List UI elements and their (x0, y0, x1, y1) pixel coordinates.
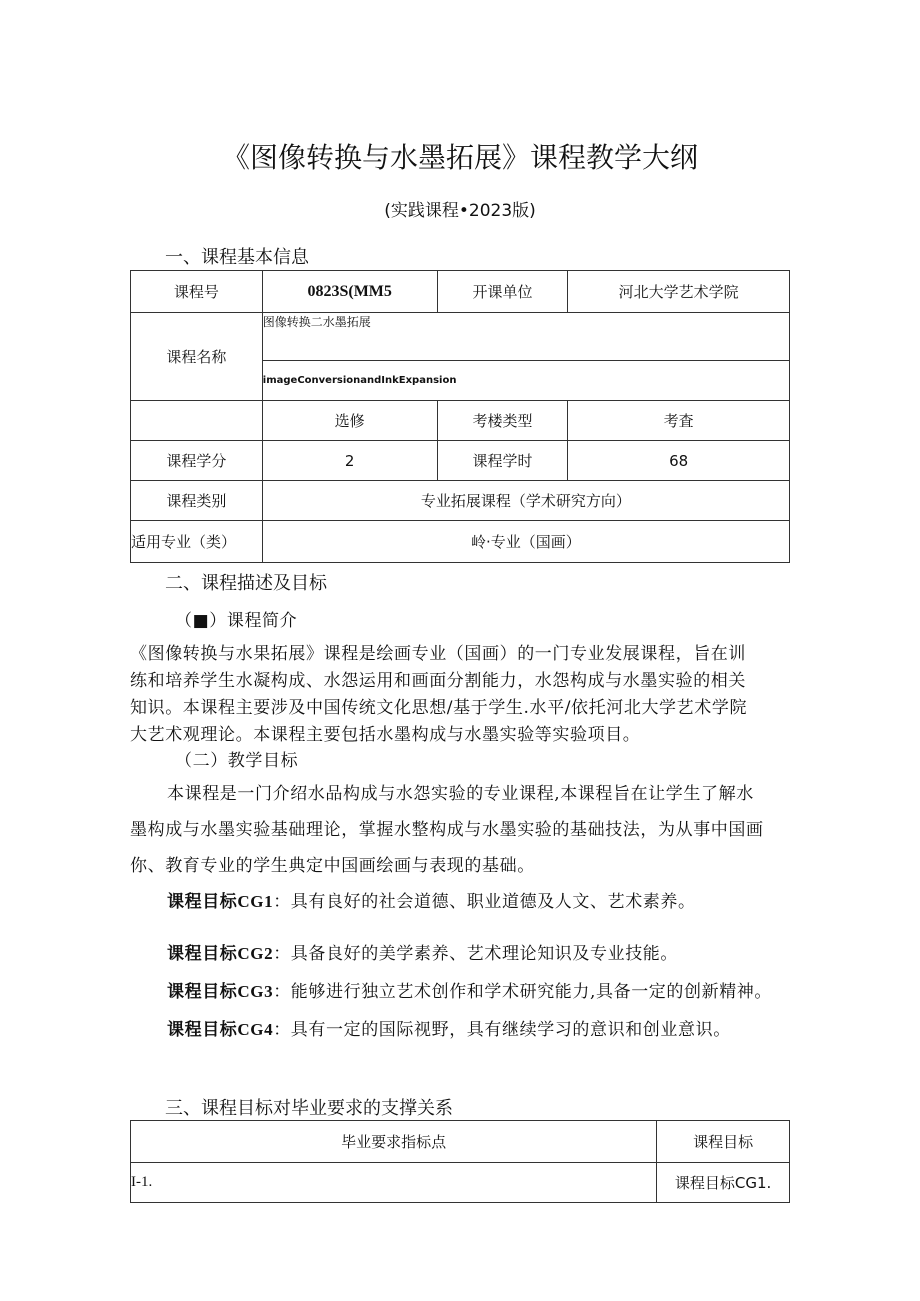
credit-label: 课程学分 (131, 441, 263, 481)
intro-line: 大艺术观理论。本课程主要包括水墨构成与水墨实验等实验项目。 (130, 725, 641, 745)
intro-line: 练和培养学生水凝构成、水怨运用和画面分割能力，水怨构成与水墨实验的相关 (130, 671, 746, 691)
cg-label: 课程目标CG4 (167, 1020, 274, 1039)
category-label: 课程类别 (131, 481, 263, 521)
name-cn: 图像转换二水墨拓展 (262, 313, 789, 361)
name-label: 课程名称 (131, 313, 263, 401)
section2-heading: 二、课程描述及目标 (165, 573, 327, 594)
course-goal-cg3 (167, 977, 772, 1002)
credit: 2 (262, 441, 437, 481)
major-label: 适用专业（类） (131, 521, 263, 563)
course-goal-cg4 (167, 1015, 731, 1040)
exam-type: 考査 (568, 401, 790, 441)
exam-type-label: 考楼类型 (437, 401, 568, 441)
intro-line: 《图像转换与水果拓展》课程是绘画专业（国画）的一门专业发展课程，旨在训 (130, 644, 746, 664)
goal-heading: （二）教学目标 (175, 751, 299, 771)
course-goal-cg1 (167, 887, 696, 912)
cg-text: ：能够进行独立艺术创作和学术研究能力,具备一定的创新精神。 (273, 982, 773, 1002)
col-header-point: 毕业要求指标点 (131, 1121, 657, 1163)
goal-cell: 课程目标CG1. (657, 1163, 790, 1203)
support-table (130, 1120, 790, 1203)
course-goal-cg2 (167, 939, 678, 964)
major: 岭·专业（国画） (262, 521, 789, 563)
unit-label: 开课单位 (437, 271, 568, 313)
document-subtitle: (实践课程•2023版) (384, 201, 536, 221)
document-title: 《图像转换与水墨拓展》课程教学大纲 (221, 141, 698, 174)
name-en: imageConversionandInkExpansion (262, 361, 789, 401)
course-info-table (130, 270, 790, 563)
cg-text: ：具有一定的国际视野，具有继续学习的意识和创业意识。 (273, 1020, 731, 1040)
cg-text: ：具有良好的社会道德、职业道德及人文、艺术素养。 (273, 892, 696, 912)
elective: 选修 (262, 401, 437, 441)
course-no: 0823S(MM5 (262, 271, 437, 313)
cg-label: 课程目标CG3 (167, 982, 274, 1001)
category: 专业拓展课程（学术研究方向） (262, 481, 789, 521)
col-header-goal: 课程目标 (657, 1121, 790, 1163)
section1-heading: 一、课程基本信息 (165, 247, 309, 268)
goal-line: 墨构成与水墨实验基础理论，掌握水整构成与水墨实验的基础技法，为从事中国画 (130, 820, 764, 840)
point-cell: I-1. (131, 1163, 657, 1203)
course-no-label: 课程号 (131, 271, 263, 313)
hours-label: 课程学时 (437, 441, 568, 481)
empty-cell (131, 401, 263, 441)
unit: 河北大学艺术学院 (568, 271, 790, 313)
intro-heading: （■）课程简介 (175, 611, 298, 631)
cg-label: 课程目标CG1 (167, 892, 274, 911)
intro-line: 知识。本课程主要涉及中国传统文化思想/基于学生.水平/依托河北大学艺术学院 (130, 698, 748, 718)
goal-line: 你、教育专业的学生典定中国画绘画与表现的基础。 (130, 856, 535, 876)
hours: 68 (568, 441, 790, 481)
cg-text: ：具备良好的美学素养、艺术理论知识及专业技能。 (273, 944, 679, 964)
cg-label: 课程目标CG2 (167, 944, 274, 963)
goal-line: 本课程是一门介绍水品构成与水怨实验的专业课程,本课程旨在让学生了解水 (167, 784, 754, 804)
section3-heading: 三、课程目标对毕业要求的支撑关系 (165, 1098, 453, 1119)
